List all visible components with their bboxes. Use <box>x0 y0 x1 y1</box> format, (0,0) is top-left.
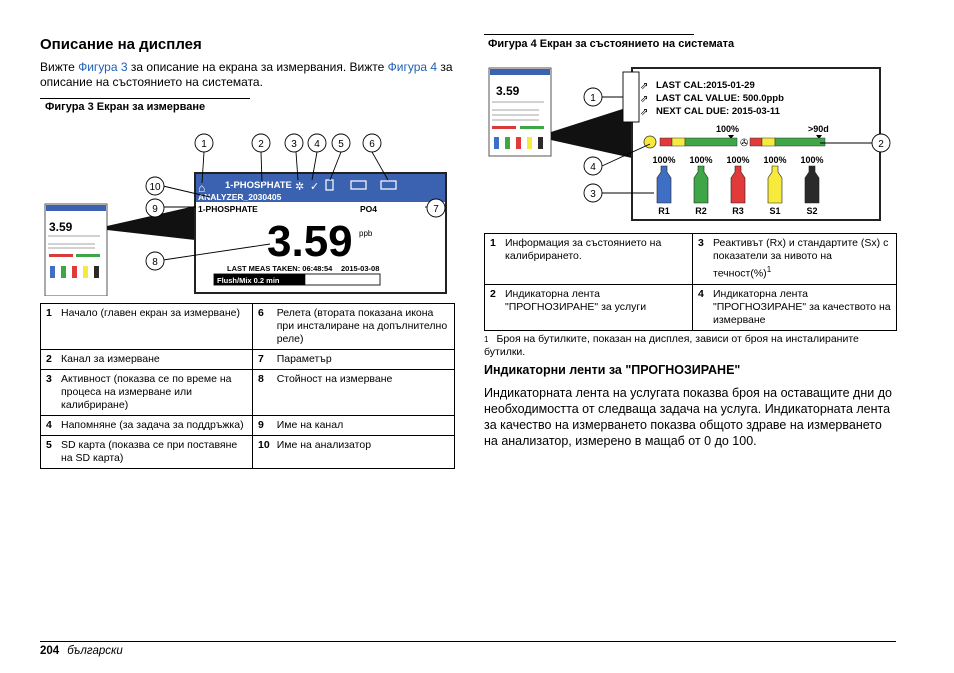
measurement-screen-figure <box>40 126 460 296</box>
legend-num: 1 <box>485 234 501 285</box>
last-cal-value: LAST CAL VALUE: 500.0ppb <box>656 93 784 104</box>
bottle-percent: 100% <box>726 155 750 165</box>
legend-text: Индикаторна лента "ПРОГНОЗИРАНЕ" за качеството на измерване <box>708 284 897 330</box>
figure-3-legend <box>40 303 455 469</box>
quality-forecast-bar <box>660 138 737 146</box>
legend-text: Стойност на измерване <box>272 370 455 416</box>
footnote-text: Броя на бутилките, показан на дисплея, зависи от броя на инсталираните бутилки. <box>484 333 859 358</box>
legend-text: Активност (показва се по време на процеса на измерване или калибриране) <box>56 370 253 416</box>
legend-num: 1 <box>41 304 57 350</box>
intro-text-2: за описание на екрана за измервания. Вижте <box>127 60 388 74</box>
callout-3-label: 3 <box>291 139 297 150</box>
activity-text: Flush/Mix 0.2 min <box>217 276 280 285</box>
thumbnail-status-screen <box>489 68 551 156</box>
legend-num: 3 <box>693 234 709 285</box>
legend-text: SD карта (показва се при поставяне на SD карта) <box>56 436 253 469</box>
legend-text: Начало (главен екран за измерване) <box>56 304 253 350</box>
callout-1-label: 1 <box>201 139 207 150</box>
channel-name: 1-PHOSPHATE <box>198 204 258 214</box>
channel-title: 1-PHOSPHATE <box>225 180 292 191</box>
callout-10-label: 10 <box>149 182 161 193</box>
bottle-label: R2 <box>695 206 707 216</box>
thumb-value: 3.59 <box>49 220 73 234</box>
legend-num: 9 <box>253 416 272 436</box>
callout-8-label: 8 <box>152 257 158 268</box>
callout-7-label: 7 <box>433 204 439 215</box>
home-icon: ⌂ <box>198 181 206 195</box>
legend-num: 6 <box>253 304 272 350</box>
figure-4-legend <box>484 233 897 331</box>
measurement-unit: ppb <box>359 229 373 238</box>
footnote-ref: 1 <box>766 265 772 274</box>
service-forecast-bar <box>750 138 825 146</box>
thumbnail-screen <box>45 204 107 296</box>
bottle-label: S1 <box>769 206 781 216</box>
bottle-percent: 100% <box>689 155 713 165</box>
legend-row <box>485 234 897 285</box>
legend-text <box>708 234 897 285</box>
footnote-mark: 1 <box>484 335 489 344</box>
page-number: 204 <box>40 645 60 657</box>
status-callout-2-label: 2 <box>878 139 884 150</box>
legend-text: Напомняне (за задача за поддръжка) <box>56 416 253 436</box>
legend-text: Име на канал <box>272 416 455 436</box>
last-meas-date: 2015-03-08 <box>341 264 380 273</box>
legend-row <box>41 370 455 416</box>
bottle-label: S2 <box>806 206 818 216</box>
figure-4-link[interactable]: Фигура 4 <box>387 60 438 74</box>
legend-row <box>41 436 455 469</box>
figure-4-rule <box>484 34 694 35</box>
intro-text-3: за описание на състоянието на системата. <box>40 60 453 89</box>
status-screen <box>623 68 880 220</box>
figure-3-rule <box>40 98 250 99</box>
legend-row <box>41 304 455 350</box>
system-status-figure <box>484 60 904 228</box>
bottle-percent: 100% <box>652 155 676 165</box>
legend-num: 10 <box>253 436 272 469</box>
callout-5-label: 5 <box>338 139 344 150</box>
cal-icon: ⇗ <box>640 107 649 118</box>
legend-text: Канал за измерване <box>56 350 253 370</box>
status-callout-1-label: 1 <box>590 93 596 104</box>
legend-num: 4 <box>693 284 709 330</box>
last-cal: LAST CAL:2015-01-29 <box>656 80 755 91</box>
cal-icon: ⇗ <box>640 81 649 92</box>
intro-paragraph <box>40 60 460 90</box>
bottle-label: R3 <box>732 206 744 216</box>
quality-days: >90d <box>808 124 829 134</box>
legend-num: 3 <box>41 370 57 416</box>
status-callout-3-label: 3 <box>590 189 596 200</box>
parameter: PO4 <box>360 204 378 214</box>
footer-language: български <box>67 645 123 657</box>
intro-text-1: Вижте <box>40 60 79 74</box>
legend-text: Информация за състоянието на калибрирането. <box>500 234 693 285</box>
service-wrench-icon: ✇ <box>740 138 749 149</box>
bottle-label: R1 <box>658 206 670 216</box>
callout-2-label: 2 <box>258 139 264 150</box>
legend-text-main: Реактивът (Rx) и стандартите (Sx) с показатели за нивото на течност(%) <box>713 237 889 280</box>
status-thumb-value: 3.59 <box>496 84 520 98</box>
legend-text: Релета (втората показана икона при инсталиране на допълнително реле) <box>272 304 455 350</box>
cal-icon: ⇗ <box>640 94 649 105</box>
legend-num: 2 <box>41 350 57 370</box>
callout-6-label: 6 <box>369 139 375 150</box>
legend-num: 4 <box>41 416 57 436</box>
bottle-percent: 100% <box>763 155 787 165</box>
callout-4-label: 4 <box>314 139 320 150</box>
measurement-value: 3.59 <box>267 217 353 266</box>
legend-num: 2 <box>485 284 501 330</box>
legend-row <box>41 350 455 370</box>
legend-num: 8 <box>253 370 272 416</box>
service-percent: 100% <box>716 124 740 134</box>
footnote <box>484 333 896 359</box>
page-footer <box>40 641 896 657</box>
legend-num: 5 <box>41 436 57 469</box>
last-meas-label: LAST MEAS TAKEN: 06:48:54 <box>227 264 333 273</box>
legend-num: 7 <box>253 350 272 370</box>
legend-row <box>41 416 455 436</box>
reminder-icon: ✓ <box>310 181 320 193</box>
body-paragraph: Индикаторната лента на услугата показва броя на оставащите дни до необходимостта от следваща задача на услуга. Индикаторната лента за качество на измерването показва общото здраве на измерването на анализатор, измерено в мащаб от 0 до 100. <box>484 386 892 448</box>
legend-text: Индикаторна лента "ПРОГНОЗИРАНЕ" за услуги <box>500 284 693 330</box>
next-cal-due: NEXT CAL DUE: 2015-03-11 <box>656 106 780 117</box>
callout-9-label: 9 <box>152 204 158 215</box>
figure-3-caption: Фигура 3 Екран за измерване <box>45 101 206 113</box>
main-screen <box>195 173 446 293</box>
subheading: Индикаторни ленти за "ПРОГНОЗИРАНЕ" <box>484 363 741 377</box>
section-heading: Описание на дисплея <box>40 36 202 53</box>
figure-3-link[interactable]: Фигура 3 <box>78 60 128 74</box>
activity-icon: ✲ <box>295 181 305 193</box>
status-callout-4-label: 4 <box>590 162 596 173</box>
figure-4-caption: Фигура 4 Екран за състоянието на системата <box>488 38 735 50</box>
legend-text: Име на анализатор <box>272 436 455 469</box>
legend-row <box>485 284 897 330</box>
bottle-percent: 100% <box>800 155 824 165</box>
legend-text: Параметър <box>272 350 455 370</box>
analyzer-name: ANALYZER_2030405 <box>198 192 282 202</box>
